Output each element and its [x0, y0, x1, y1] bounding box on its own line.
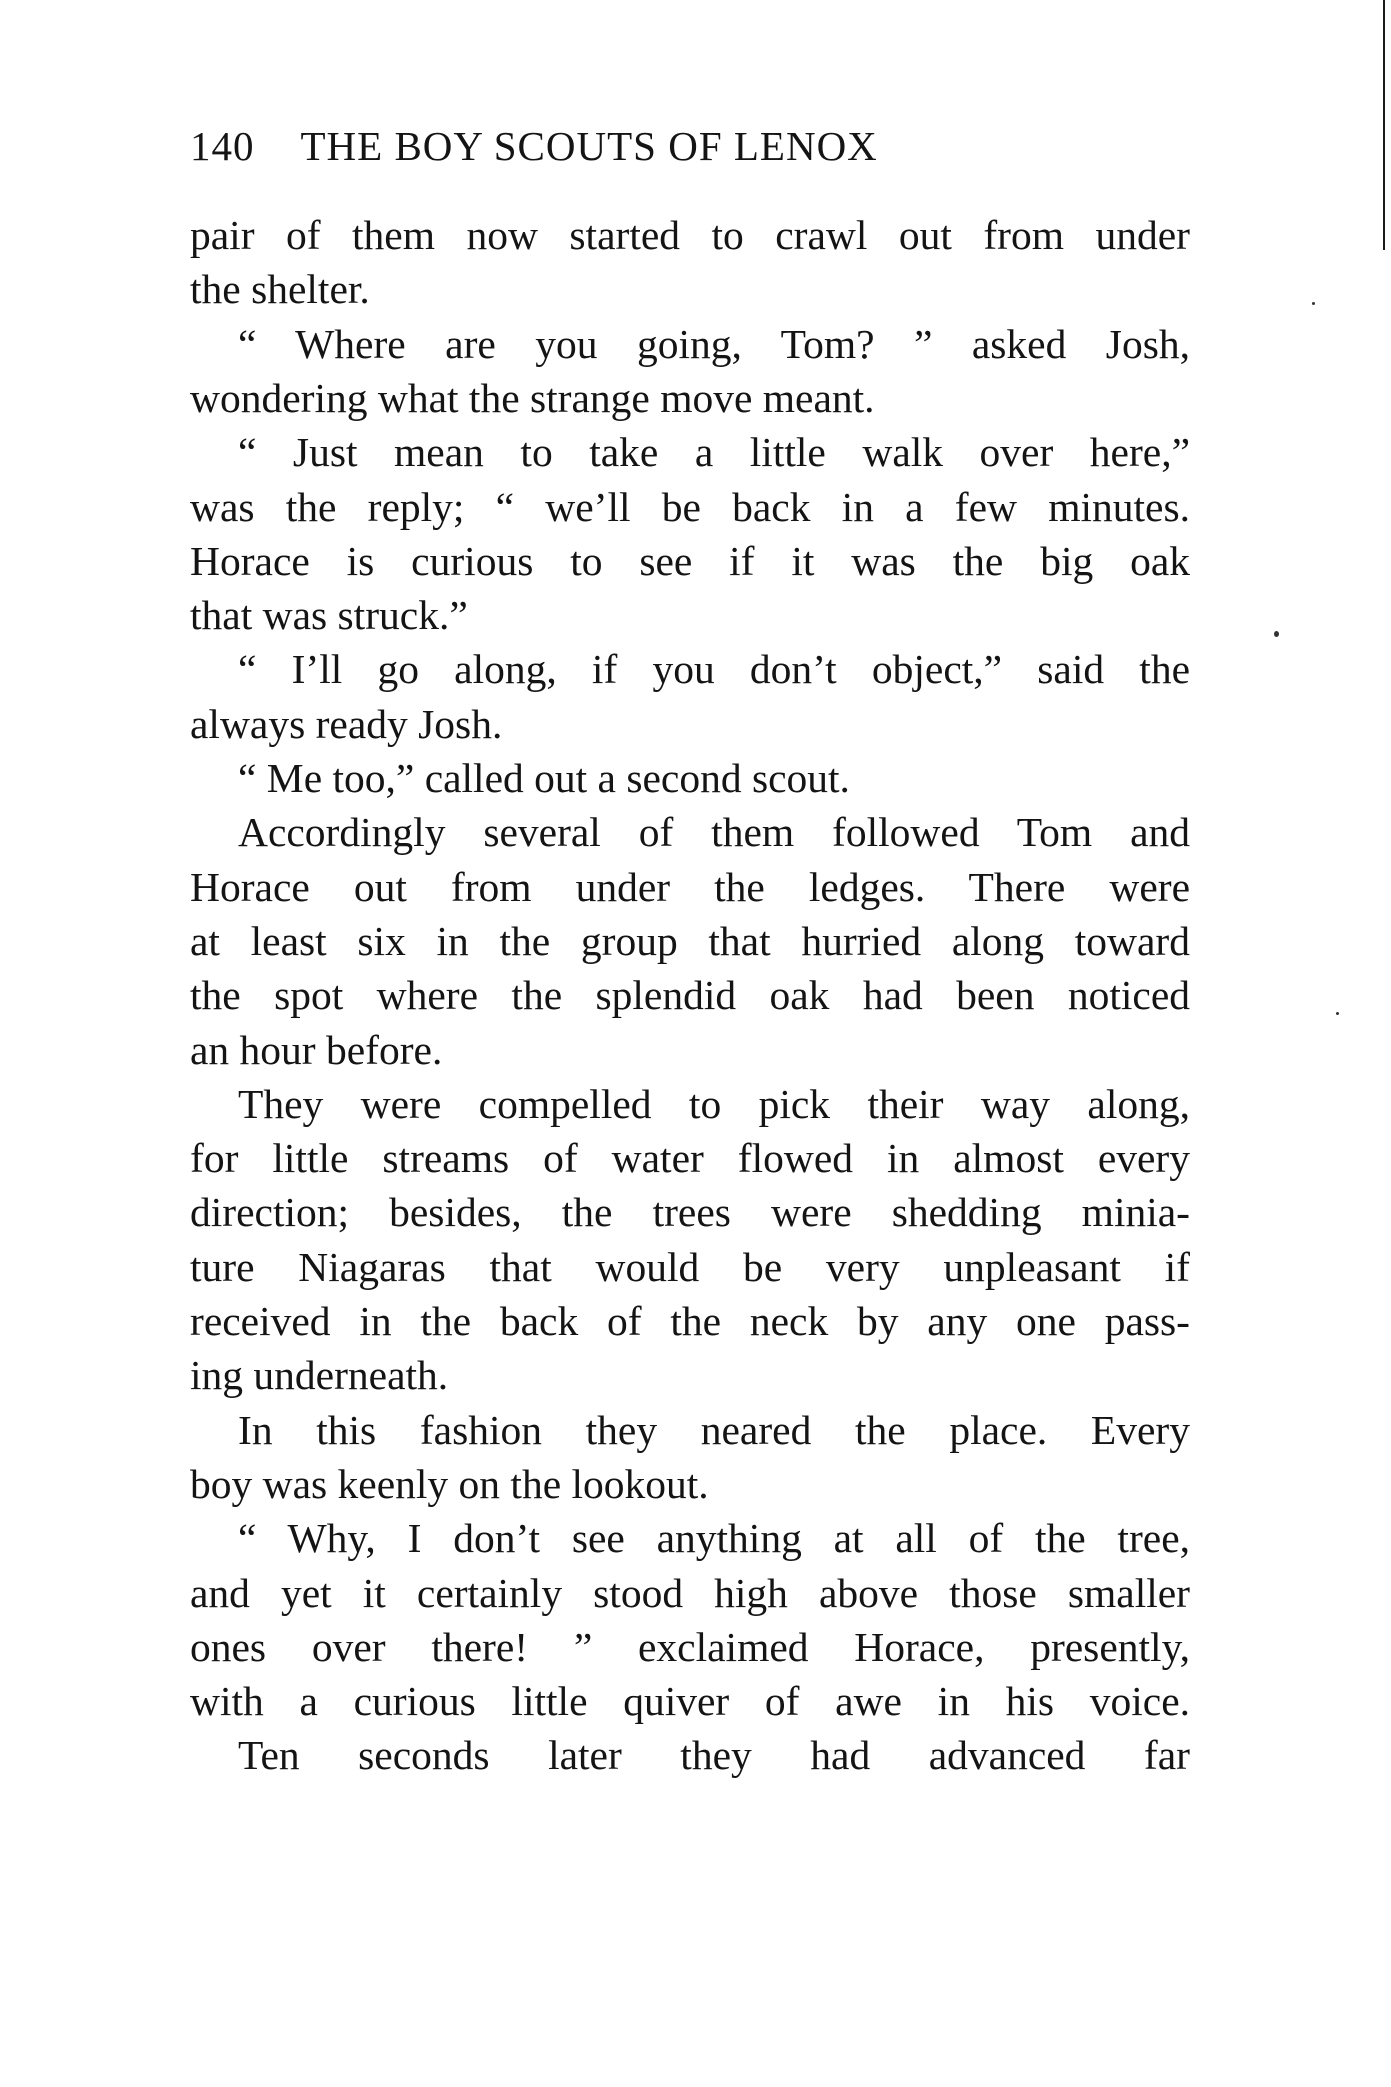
text-line: Ten seconds later they had advanced far [238, 1732, 1190, 1778]
text-line: In this fashion they neared the place. Every [238, 1407, 1190, 1453]
text-line: They were compelled to pick their way along, [238, 1081, 1190, 1127]
text-line: wondering what the strange move meant. [190, 375, 875, 421]
text-line: “ Me too,” called out a second scout. [238, 755, 850, 801]
text-line: always ready Josh. [190, 701, 503, 747]
page-speck [1274, 631, 1279, 637]
text-line: with a curious little quiver of awe in his voice. [190, 1678, 1190, 1724]
text-line: was the reply; “ we’ll be back in a few minutes. [190, 484, 1190, 530]
text-line: pair of them now started to crawl out from under [190, 212, 1190, 258]
text-line: the spot where the splendid oak had been noticed [190, 972, 1190, 1018]
page-speck [1312, 302, 1315, 305]
text-line: Horace out from under the ledges. There were [190, 864, 1190, 910]
page-speck [1336, 1012, 1339, 1015]
text-line: “ Just mean to take a little walk over here,” [238, 429, 1190, 475]
text-line: and yet it certainly stood high above those smaller [190, 1570, 1190, 1616]
text-line: an hour before. [190, 1027, 443, 1073]
text-line: ones over there! ” exclaimed Horace, presently, [190, 1624, 1190, 1670]
text-line: Accordingly several of them followed Tom and [238, 809, 1190, 855]
text-line: “ Where are you going, Tom? ” asked Josh, [238, 321, 1190, 367]
text-line: the shelter. [190, 266, 370, 312]
text-line: “ I’ll go along, if you don’t object,” said the [238, 646, 1190, 692]
text-line: for little streams of water flowed in almost every [190, 1135, 1190, 1181]
text-line: direction; besides, the trees were shedding minia- [190, 1189, 1190, 1235]
text-line: at least six in the group that hurried along toward [190, 918, 1190, 964]
page-edge-line [1383, 0, 1385, 250]
running-title: THE BOY SCOUTS OF LENOX [300, 123, 878, 169]
text-line: “ Why, I don’t see anything at all of the tree, [238, 1515, 1190, 1561]
text-line: that was struck.” [190, 592, 468, 638]
text-line: boy was keenly on the lookout. [190, 1461, 709, 1507]
running-header [190, 122, 878, 182]
text-line: Horace is curious to see if it was the big oak [190, 538, 1190, 584]
text-line: ture Niagaras that would be very unpleasant if [190, 1244, 1190, 1290]
text-line: ing underneath. [190, 1352, 449, 1398]
text-line: received in the back of the neck by any one pass- [190, 1298, 1190, 1344]
page-number: 140 [190, 123, 255, 169]
